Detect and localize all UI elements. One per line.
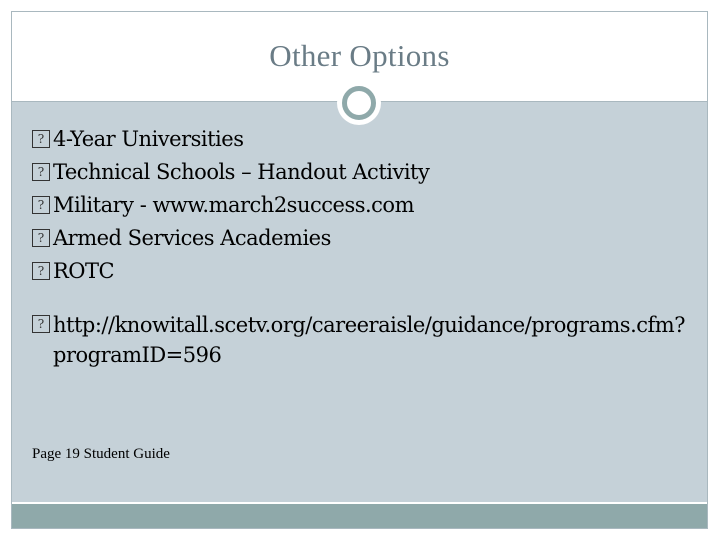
bullet-marker-icon: ? bbox=[32, 130, 50, 148]
bullet-item-link bbox=[32, 310, 697, 370]
bullet-list bbox=[32, 123, 697, 370]
bullet-marker-icon: ? bbox=[32, 262, 50, 280]
bullet-text: Armed Services Academies bbox=[53, 226, 331, 250]
circle-ornament-icon bbox=[337, 81, 381, 125]
slide bbox=[11, 11, 708, 529]
footer-bar bbox=[12, 504, 707, 528]
bullet-marker-icon: ? bbox=[32, 196, 50, 214]
bullet-item bbox=[32, 255, 697, 288]
bullet-marker-icon: ? bbox=[32, 163, 50, 181]
bullet-item bbox=[32, 123, 697, 156]
bullet-text: Technical Schools – Handout Activity bbox=[53, 160, 430, 184]
bullet-marker-icon: ? bbox=[32, 229, 50, 247]
slide-title: Other Options bbox=[269, 38, 450, 73]
ring-icon bbox=[342, 86, 376, 120]
guidance-link[interactable]: http://knowitall.scetv.org/careeraisle/guidance/programs.cfm?programID=596 bbox=[53, 313, 685, 367]
bullet-text: Military - www.march2success.com bbox=[53, 193, 414, 217]
bullet-item bbox=[32, 189, 697, 222]
bullet-item bbox=[32, 222, 697, 255]
bullet-marker-icon: ? bbox=[32, 315, 50, 333]
bullet-text: ROTC bbox=[53, 259, 115, 283]
bullet-item bbox=[32, 156, 697, 189]
bullet-text: 4-Year Universities bbox=[53, 127, 244, 151]
student-guide-note: Page 19 Student Guide bbox=[32, 446, 170, 462]
